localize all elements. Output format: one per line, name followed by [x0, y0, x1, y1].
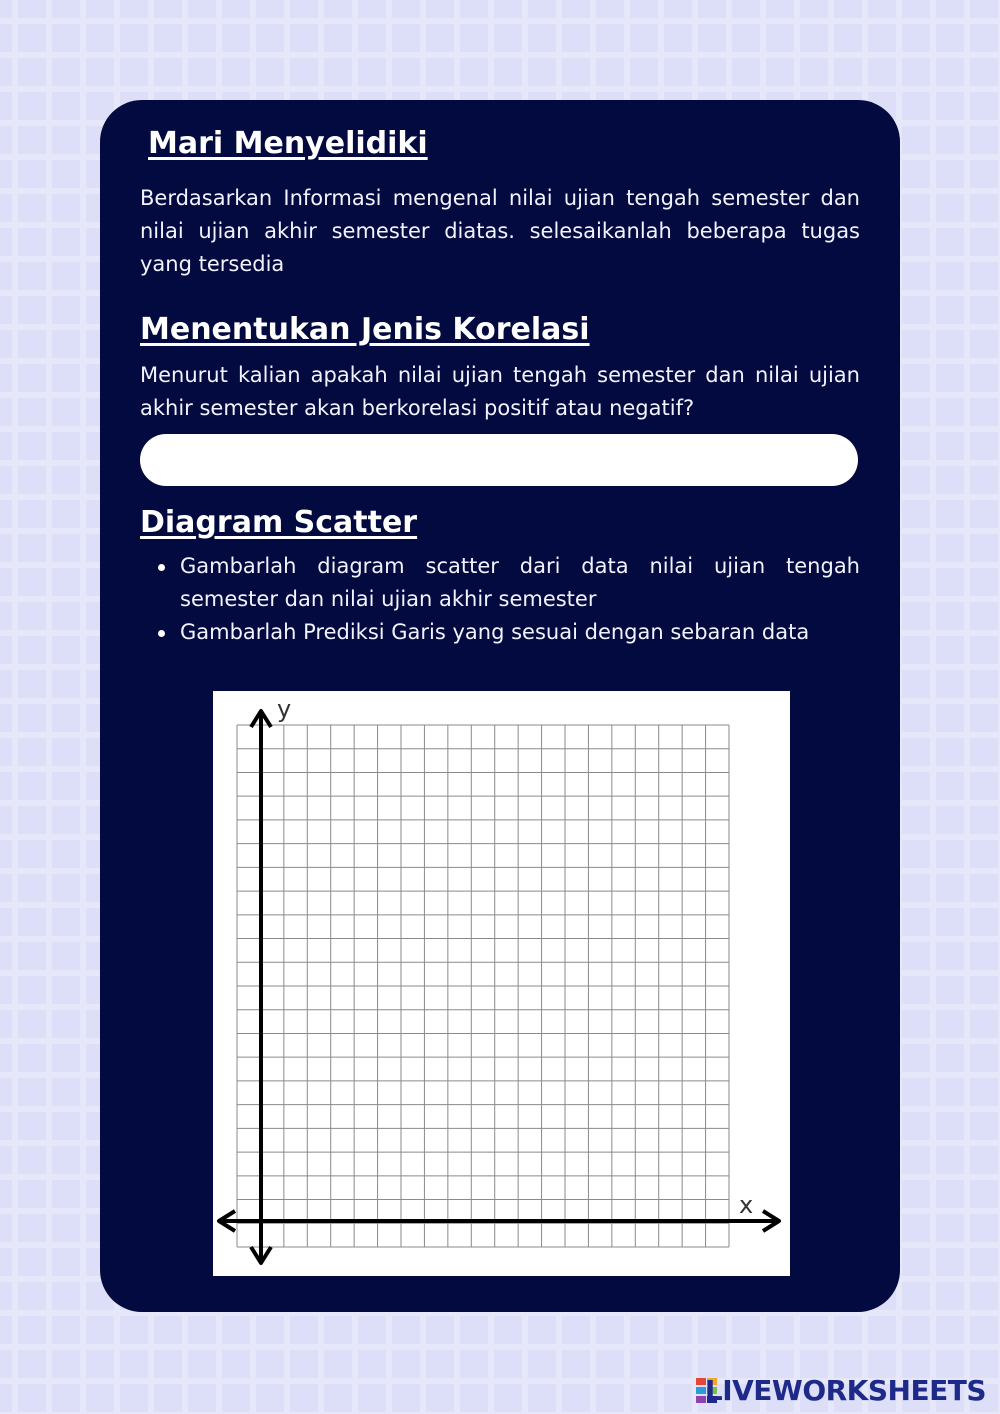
intro-paragraph: Berdasarkan Informasi mengenal nilai ujian tengah semester dan nilai ujian akhir semester diatas. selesaikanlah beberapa tugas yang tersedia: [140, 186, 860, 276]
worksheet-card: [100, 100, 900, 1312]
drawing-grid[interactable]: [213, 691, 790, 1276]
x-axis-label: x: [739, 1191, 754, 1219]
brand-watermark: LIVEWORKSHEETS: [704, 1374, 986, 1407]
section-title-investigate: Mari Menyelidiki: [148, 126, 428, 161]
grid-lines: [237, 725, 729, 1247]
coordinate-grid[interactable]: [213, 691, 790, 1276]
y-axis-label: y: [277, 695, 292, 723]
task-list: [180, 550, 860, 649]
correlation-question: Menurut kalian apakah nilai ujian tengah semester dan nilai ujian akhir semester akan berkorelasi positif atau negatif?: [140, 363, 860, 420]
correlation-answer-input[interactable]: [140, 434, 858, 486]
task-item-scatter: Gambarlah diagram scatter dari data nilai ujian tengah semester dan nilai ujian akhir semester: [180, 550, 860, 616]
section-title-correlation: Menentukan Jenis Korelasi: [140, 312, 590, 347]
section-title-scatter: Diagram Scatter: [140, 505, 418, 540]
task-item-line: Gambarlah Prediksi Garis yang sesuai dengan sebaran data: [180, 616, 860, 649]
